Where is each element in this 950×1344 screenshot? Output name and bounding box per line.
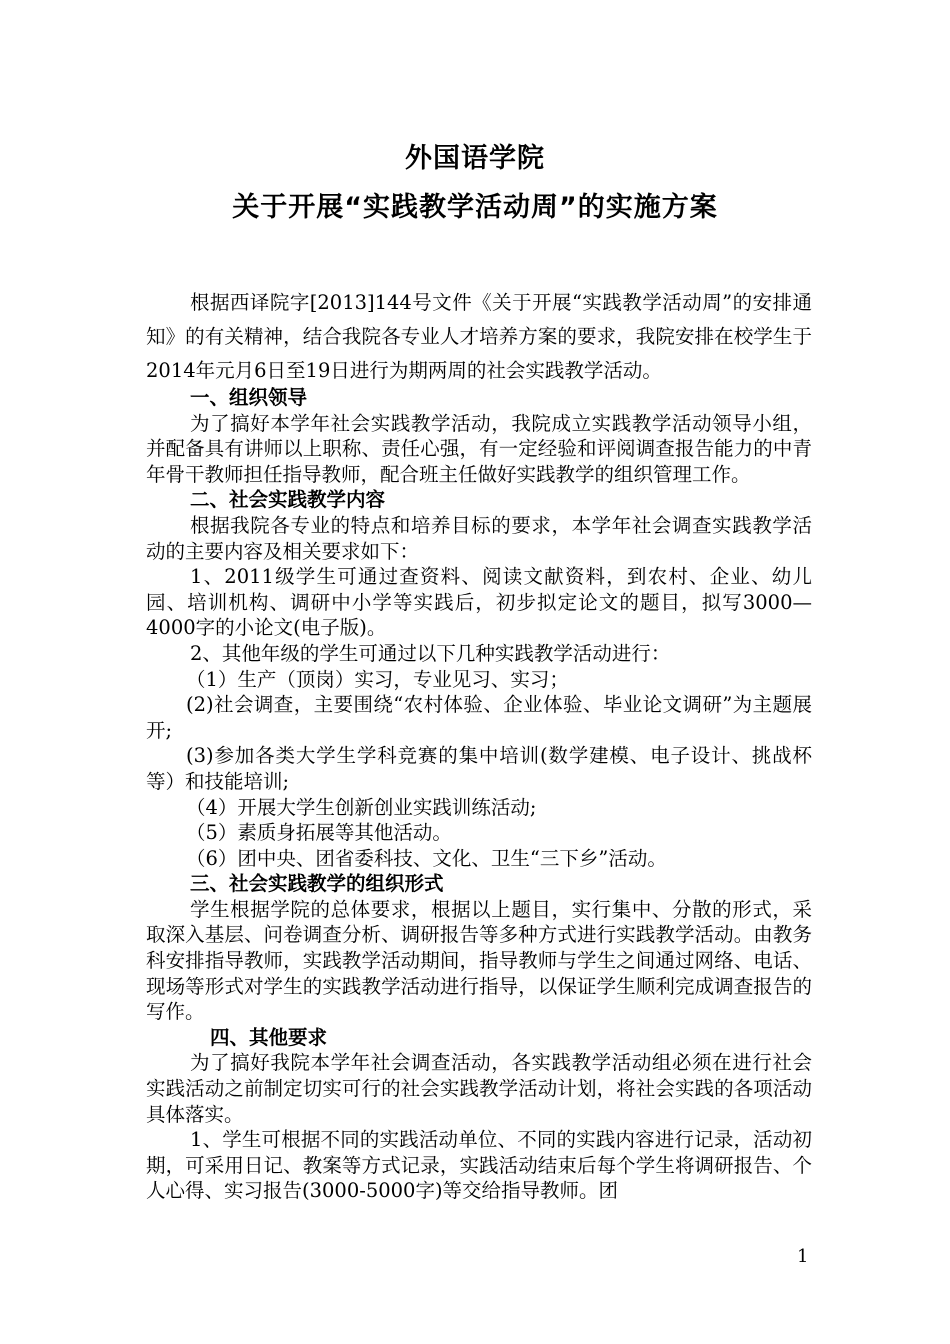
section-2-paragraph-2: 1、2011级学生可通过查资料、阅读文献资料，到农村、企业、幼儿园、培训机构、调研中小学等实践后，初步拟定论文的题目，拟写3000—4000字的小论文(电子版)。	[146, 565, 812, 640]
section-2-list-item-3: (3)参加各类大学生学科竞赛的集中培训(数学建模、电子设计、挑战杯等）和技能培训;	[146, 744, 812, 793]
section-2-list-item-4: （4）开展大学生创新创业实践训练活动;	[186, 795, 537, 819]
page-number: 1	[797, 1246, 809, 1267]
section-heading-1: 一、组织领导	[190, 386, 308, 409]
section-4-paragraph-2: 1、学生可根据不同的实践活动单位、不同的实践内容进行记录，活动初期，可采用日记、教案等方式记录，实践活动结束后每个学生将调研报告、个人心得、实习报告(3000-5000字)等交给指导教师。团	[146, 1128, 812, 1203]
section-heading-2: 二、社会实践教学内容	[190, 488, 386, 512]
section-1-paragraph-1: 为了搞好本学年社会实践教学活动，我院成立实践教学活动领导小组，并配备具有讲师以上职称、责任心强，有一定经验和评阅调查报告能力的中青年骨干教师担任指导教师，配合班主任做好实践教学的组织管理工作。	[146, 411, 812, 486]
section-heading-4: 四、其他要求	[210, 1025, 328, 1049]
intro-paragraph: 根据西译院字[2013]144号文件《关于开展“实践教学活动周”的安排通知》的有关精神，结合我院各专业人才培养方案的要求，我院安排在校学生于2014年元月6日至19日进行为期两周的社会实践教学活动。	[146, 291, 812, 382]
section-2-paragraph-3: 2、其他年级的学生可通过以下几种实践教学活动进行：	[190, 641, 671, 665]
section-heading-3: 三、社会实践教学的组织形式	[190, 872, 444, 896]
section-4-paragraph-1: 为了搞好我院本学年社会调查活动，各实践教学活动组必须在进行社会实践活动之前制定切实可行的社会实践教学活动计划，将社会实践的各项活动具体落实。	[146, 1051, 812, 1126]
section-2-list-item-2: (2)社会调查，主要围绕“农村体验、企业体验、毕业论文调研”为主题展开;	[146, 693, 812, 742]
section-2-list-item-6: （6）团中央、团省委科技、文化、卫生“三下乡”活动。	[186, 846, 667, 870]
document-body	[146, 286, 812, 1204]
section-3-paragraph-1: 学生根据学院的总体要求，根据以上题目，实行集中、分散的形式，采取深入基层、问卷调查分析、调研报告等多种方式进行实践教学活动。由教务科安排指导教师，实践教学活动期间，指导教师与学生之间通过网络、电话、现场等形式对学生的实践教学活动进行指导，以保证学生顺利完成调查报告的写作。	[146, 897, 812, 1024]
section-2-list-item-5: （5）素质身拓展等其他活动。	[186, 821, 452, 845]
section-2-paragraph-1: 根据我院各专业的特点和培养目标的要求，本学年社会调查实践教学活动的主要内容及相关要求如下：	[146, 513, 812, 563]
section-2-list-item-1: （1）生产（顶岗）实习，专业见习、实习；	[186, 667, 569, 691]
document-title-line2: 关于开展“实践教学活动周”的实施方案	[232, 192, 718, 223]
document-title-line1: 外国语学院	[405, 143, 545, 174]
